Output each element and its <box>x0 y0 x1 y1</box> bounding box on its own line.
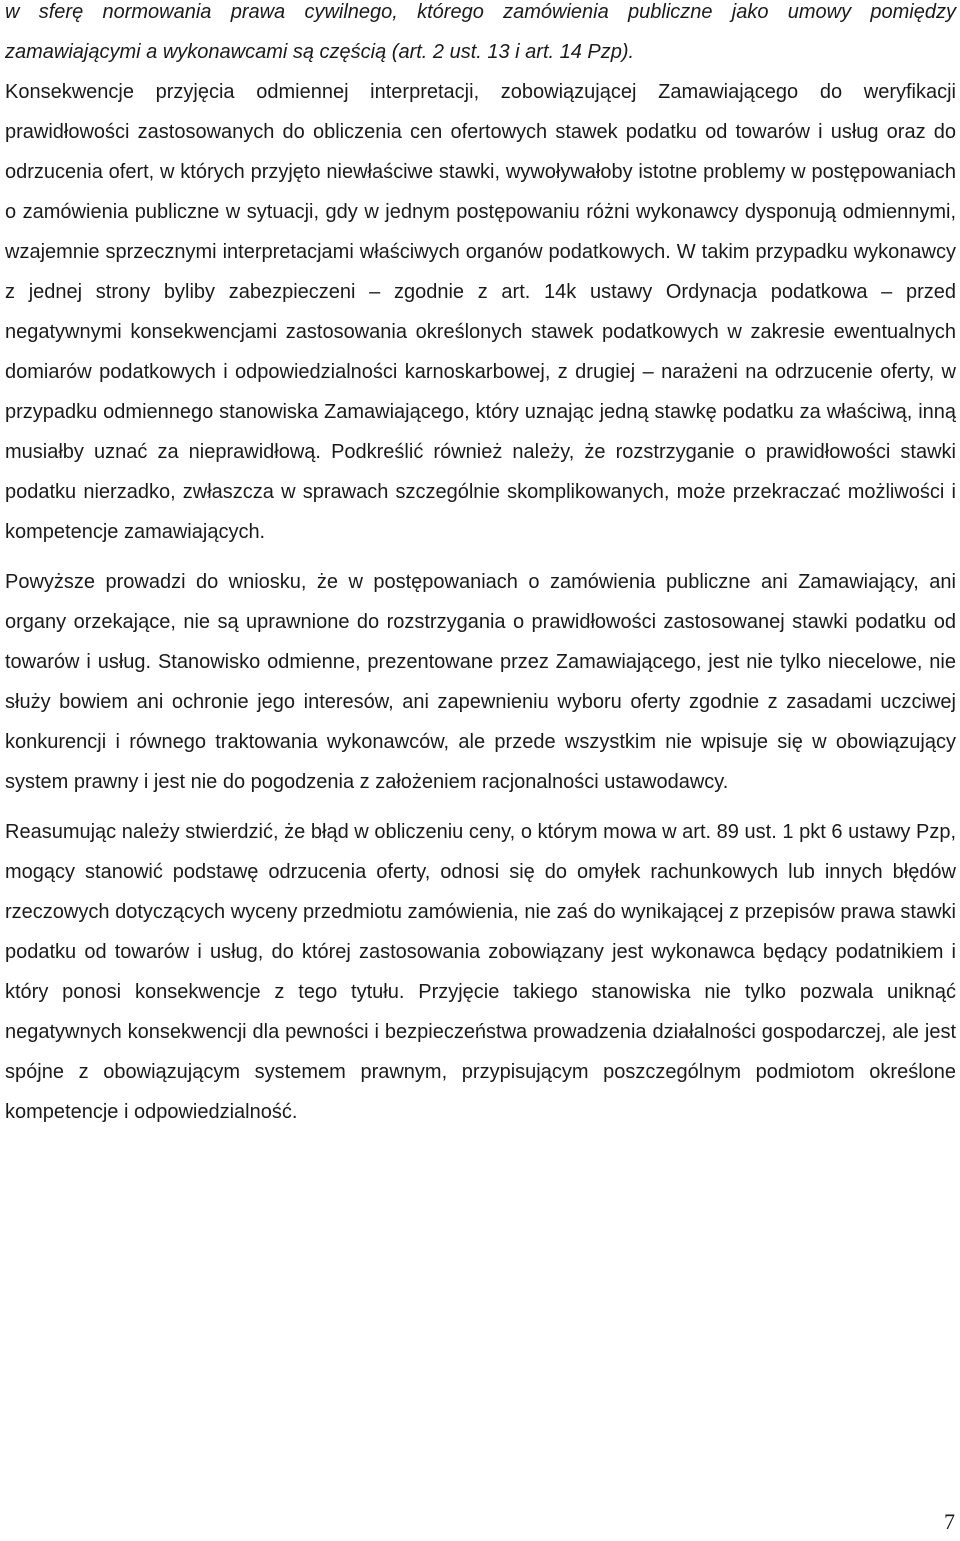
paragraph-consequences: Konsekwencje przyjęcia odmiennej interpretacji, zobowiązującej Zamawiającego do weryfikacji prawidłowości zastosowanych do obliczenia cen ofertowych stawek podatku od towarów i usług oraz do odrzucenia ofert, w których przyjęto niewłaściwe stawki, wywoływałoby istotne problemy w postępowaniach o zamówienia publiczne w sytuacji, gdy w jednym postępowaniu różni wykonawcy dysponują odmiennymi, wzajemnie sprzecznymi interpretacjami właściwych organów podatkowych. W takim przypadku wykonawcy z jednej strony byliby zabezpieczeni – zgodnie z art. 14k ustawy Ordynacja podatkowa – przed negatywnymi konsekwencjami zastosowania określonych stawek podatkowych w zakresie ewentualnych domiarów podatkowych i odpowiedzialności karnoskarbowej, z drugiej – narażeni na odrzucenie oferty, w przypadku odmiennego stanowiska Zamawiającego, który uznając jedną stawkę podatku za właściwą, inną musiałby uznać za nieprawidłową. Podkreślić również należy, że rozstrzyganie o prawidłowości stawki podatku nierzadko, zwłaszcza w sprawach szczególnie skomplikowanych, może przekraczać możliwości i kompetencje zamawiających. <box>5 81 956 543</box>
paragraph-summary: Reasumując należy stwierdzić, że błąd w obliczeniu ceny, o którym mowa w art. 89 ust. 1 pkt 6 ustawy Pzp, mogący stanowić podstawę odrzucenia oferty, odnosi się do omyłek rachunkowych lub innych błędów rzeczowych dotyczących wyceny przedmiotu zamówienia, nie zaś do wynikającej z przepisów prawa stawki podatku od towarów i usług, do której zastosowania zobowiązany jest wykonawca będący podatnikiem i który ponosi konsekwencje z tego tytułu. Przyjęcie takiego stanowiska nie tylko pozwala uniknąć negatywnych konsekwencji dla pewności i bezpieczeństwa prowadzenia działalności gospodarczej, ale jest spójne z obowiązującym systemem prawnym, przypisującym poszczególnym podmiotom określone kompetencje i odpowiedzialność. <box>5 821 956 1123</box>
page-number: 7 <box>944 1509 955 1534</box>
intro-italic-text: w sferę normowania prawa cywilnego, którego zamówienia publiczne jako umowy pomiędzy zamawiającymi a wykonawcami są częścią (art. 2 ust. 13 i art. 14 Pzp). <box>5 1 956 63</box>
document-page <box>5 0 956 1132</box>
paragraph-conclusion: Powyższe prowadzi do wniosku, że w postępowaniach o zamówienia publiczne ani Zamawiający, ani organy orzekające, nie są uprawnione do rozstrzygania o prawidłowości zastosowanej stawki podatku od towarów i usług. Stanowisko odmienne, prezentowane przez Zamawiającego, jest nie tylko niecelowe, nie służy bowiem ani ochronie jego interesów, ani zapewnieniu wyboru oferty zgodnie z zasadami uczciwej konkurencji i równego traktowania wykonawców, ale przede wszystkim nie wpisuje się w obowiązujący system prawny i jest nie do pogodzenia z założeniem racjonalności ustawodawcy. <box>5 571 956 793</box>
